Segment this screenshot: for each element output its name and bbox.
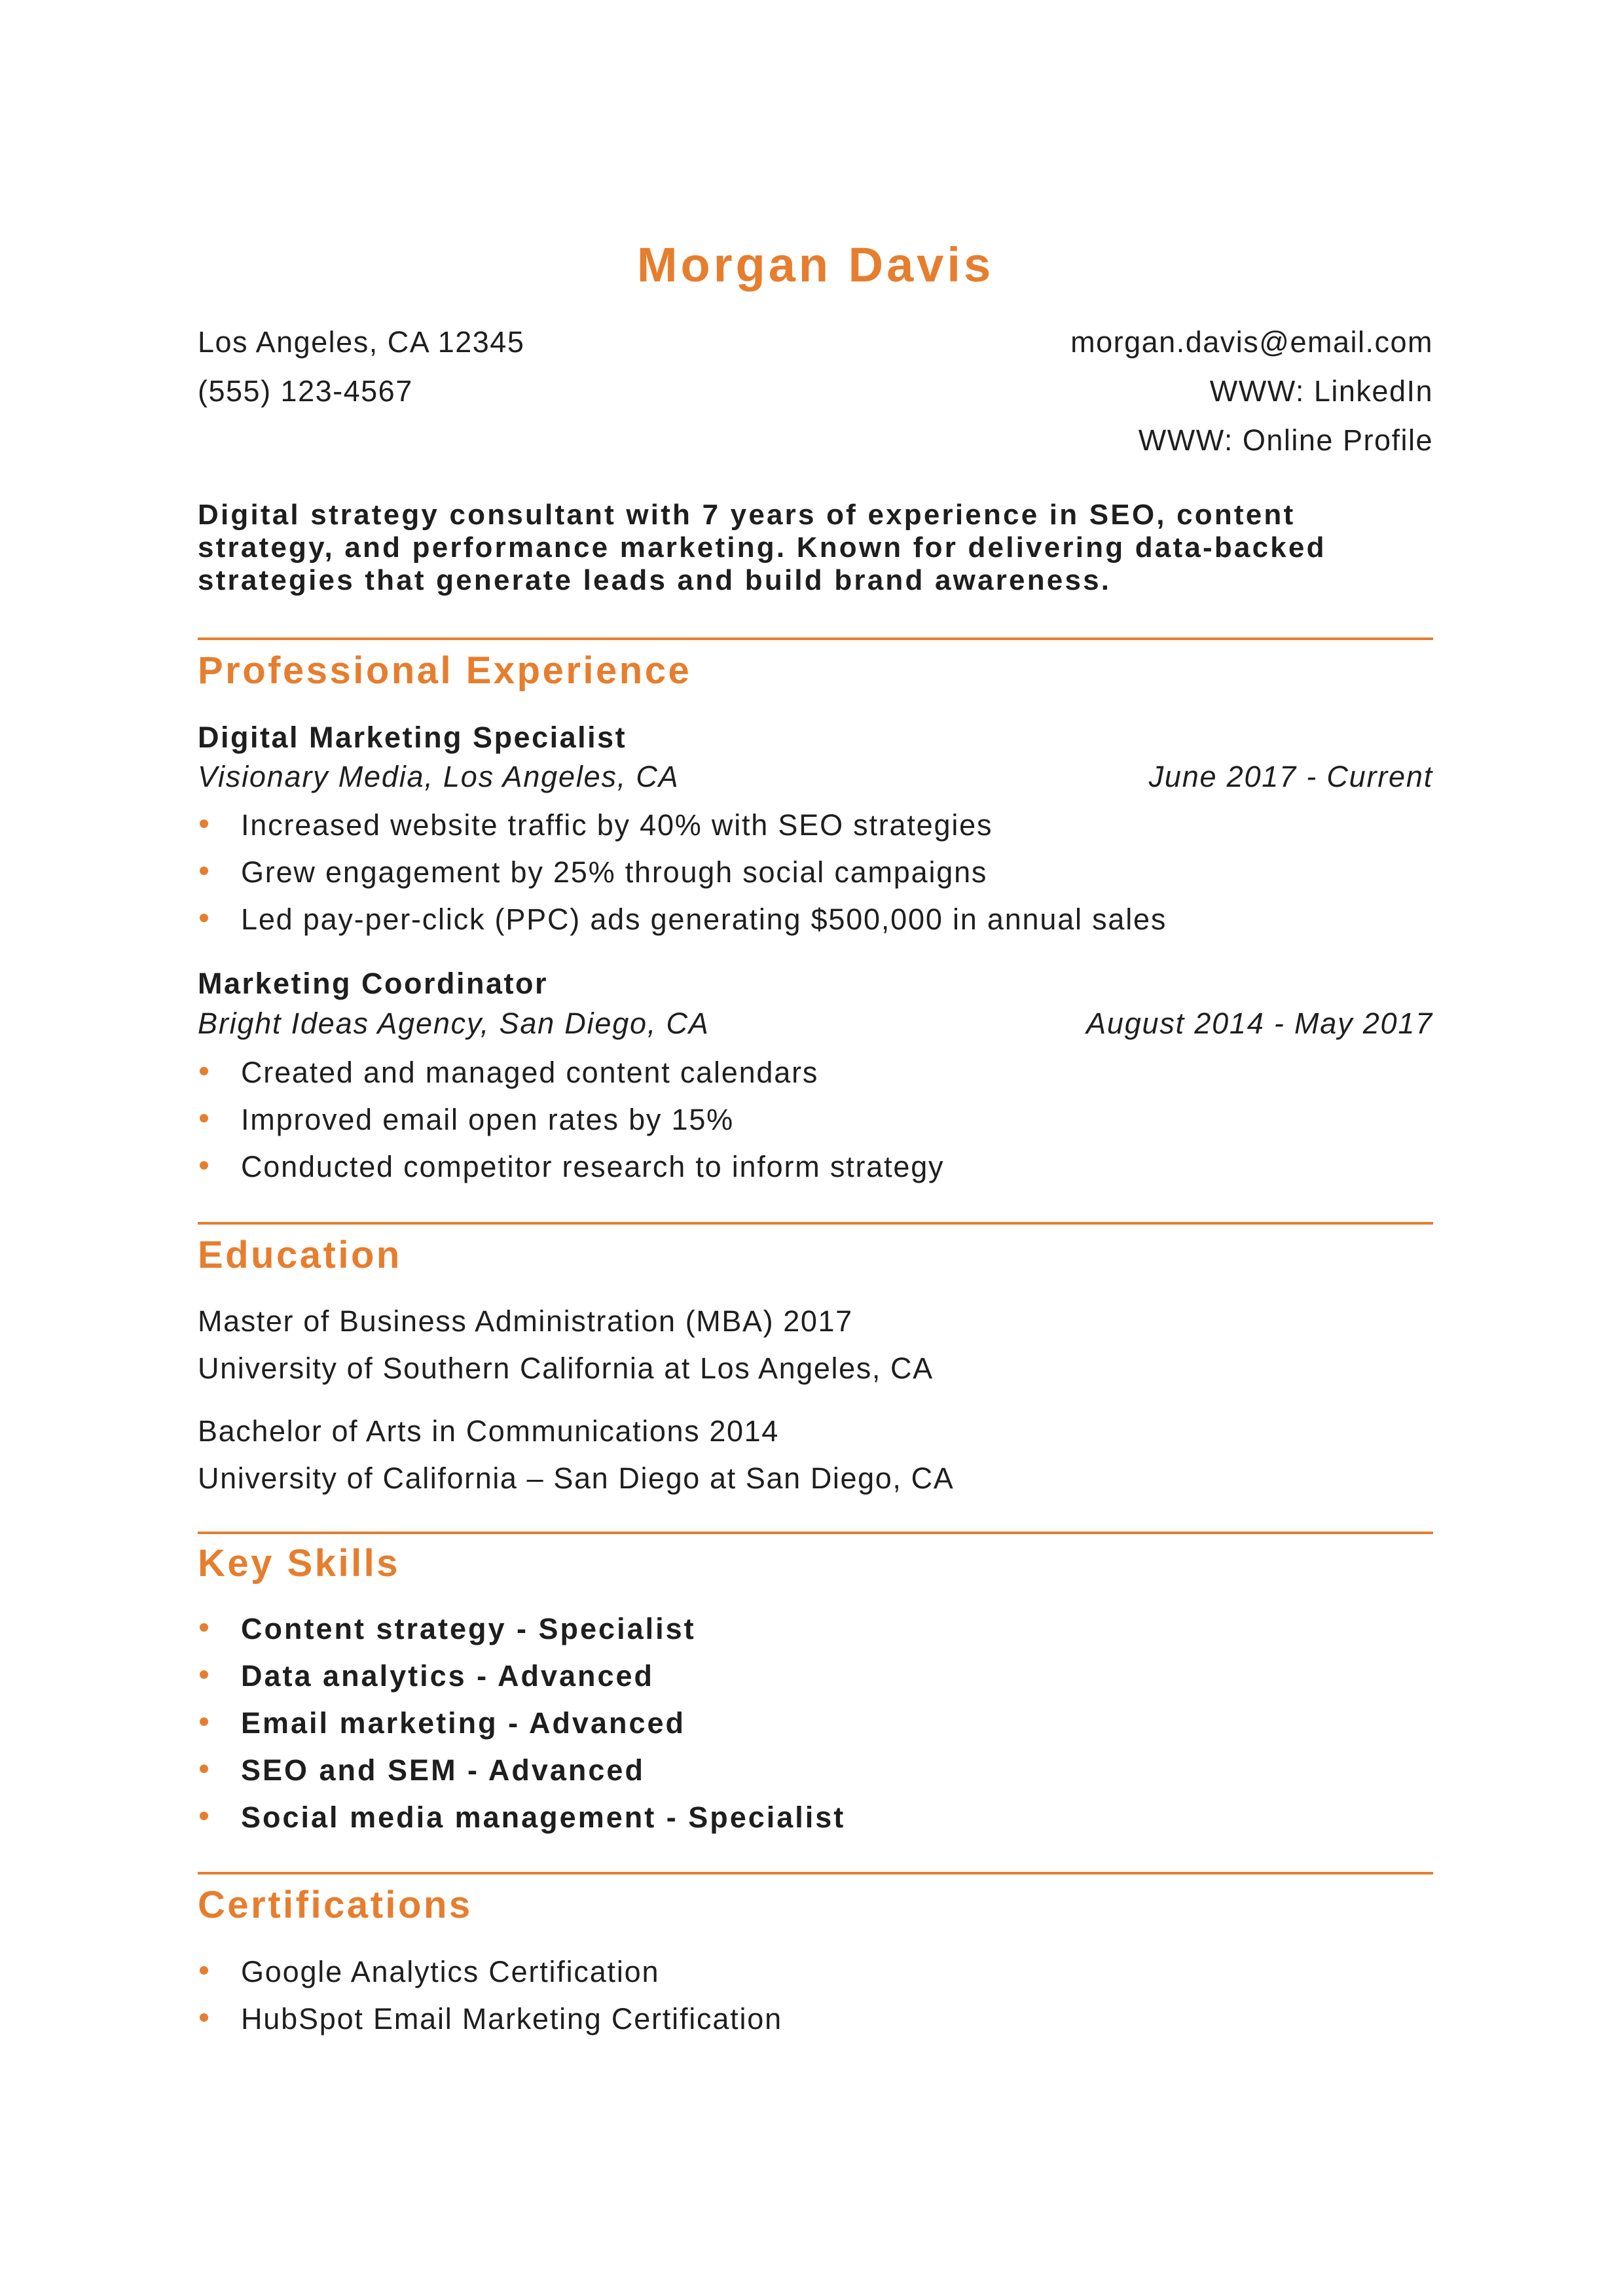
section-divider (198, 637, 1433, 640)
email-link[interactable]: morgan.davis@email.com (1070, 325, 1433, 359)
summary-line: strategies that generate leads and build brand awareness. (198, 564, 1112, 596)
experience-section-title: Professional Experience (198, 649, 692, 692)
job-company: Bright Ideas Agency, San Diego, CA (198, 1007, 710, 1040)
bullet-text: Conducted competitor research to inform strategy (241, 1150, 945, 1183)
bullet-icon (200, 1114, 208, 1122)
degree: Master of Business Administration (MBA) 2017 (198, 1304, 853, 1338)
section-divider (198, 1872, 1433, 1874)
professional-summary (198, 499, 1442, 597)
bullet-text: Improved email open rates by 15% (241, 1103, 734, 1136)
job-dates: August 2014 - May 2017 (1086, 1007, 1433, 1040)
bullet-icon (200, 1161, 208, 1170)
candidate-name: Morgan Davis (636, 238, 994, 292)
skill-text: Data analytics - Advanced (241, 1659, 655, 1693)
bullet-icon (200, 1067, 208, 1075)
summary-line: strategy, and performance marketing. Known for delivering data-backed (198, 531, 1326, 564)
bullet-icon (200, 914, 208, 922)
school: University of Southern California at Los Angeles, CA (198, 1352, 934, 1385)
degree: Bachelor of Arts in Communications 2014 (198, 1414, 779, 1448)
summary-line: Digital strategy consultant with 7 years of experience in SEO, content (198, 499, 1296, 531)
certification-text: Google Analytics Certification (241, 1955, 660, 1988)
bullet-icon (200, 1670, 208, 1679)
bullet-icon (200, 867, 208, 875)
bullet-text: Grew engagement by 25% through social campaigns (241, 855, 988, 889)
job-title: Digital Marketing Specialist (198, 721, 627, 754)
school: University of California – San Diego at San Diego, CA (198, 1462, 955, 1495)
job-company: Visionary Media, Los Angeles, CA (198, 760, 680, 793)
job-title: Marketing Coordinator (198, 967, 549, 1000)
certification-text: HubSpot Email Marketing Certification (241, 2002, 782, 2036)
address: Los Angeles, CA 12345 (198, 325, 525, 359)
bullet-icon (200, 1966, 208, 1975)
online-profile-link[interactable]: WWW: Online Profile (1138, 423, 1433, 457)
skills-section-title: Key Skills (198, 1542, 401, 1585)
bullet-icon (200, 1717, 208, 1726)
certifications-section-title: Certifications (198, 1884, 473, 1926)
bullet-text: Led pay-per-click (PPC) ads generating $500,000 in annual sales (241, 903, 1167, 936)
section-divider (198, 1222, 1433, 1225)
bullet-icon (200, 2013, 208, 2022)
skill-text: Content strategy - Specialist (241, 1612, 696, 1645)
skill-text: SEO and SEM - Advanced (241, 1753, 645, 1787)
linkedin-link[interactable]: WWW: LinkedIn (1209, 374, 1433, 408)
phone: (555) 123-4567 (198, 374, 413, 408)
bullet-icon (200, 819, 208, 828)
bullet-text: Increased website traffic by 40% with SEO strategies (241, 808, 993, 842)
education-section-title: Education (198, 1234, 402, 1276)
bullet-text: Created and managed content calendars (241, 1056, 819, 1089)
skill-text: Email marketing - Advanced (241, 1706, 686, 1740)
bullet-icon (200, 1812, 208, 1820)
job-dates: June 2017 - Current (1148, 760, 1433, 793)
bullet-icon (200, 1623, 208, 1632)
bullet-icon (200, 1765, 208, 1773)
skill-text: Social media management - Specialist (241, 1801, 846, 1834)
section-divider (198, 1532, 1433, 1534)
